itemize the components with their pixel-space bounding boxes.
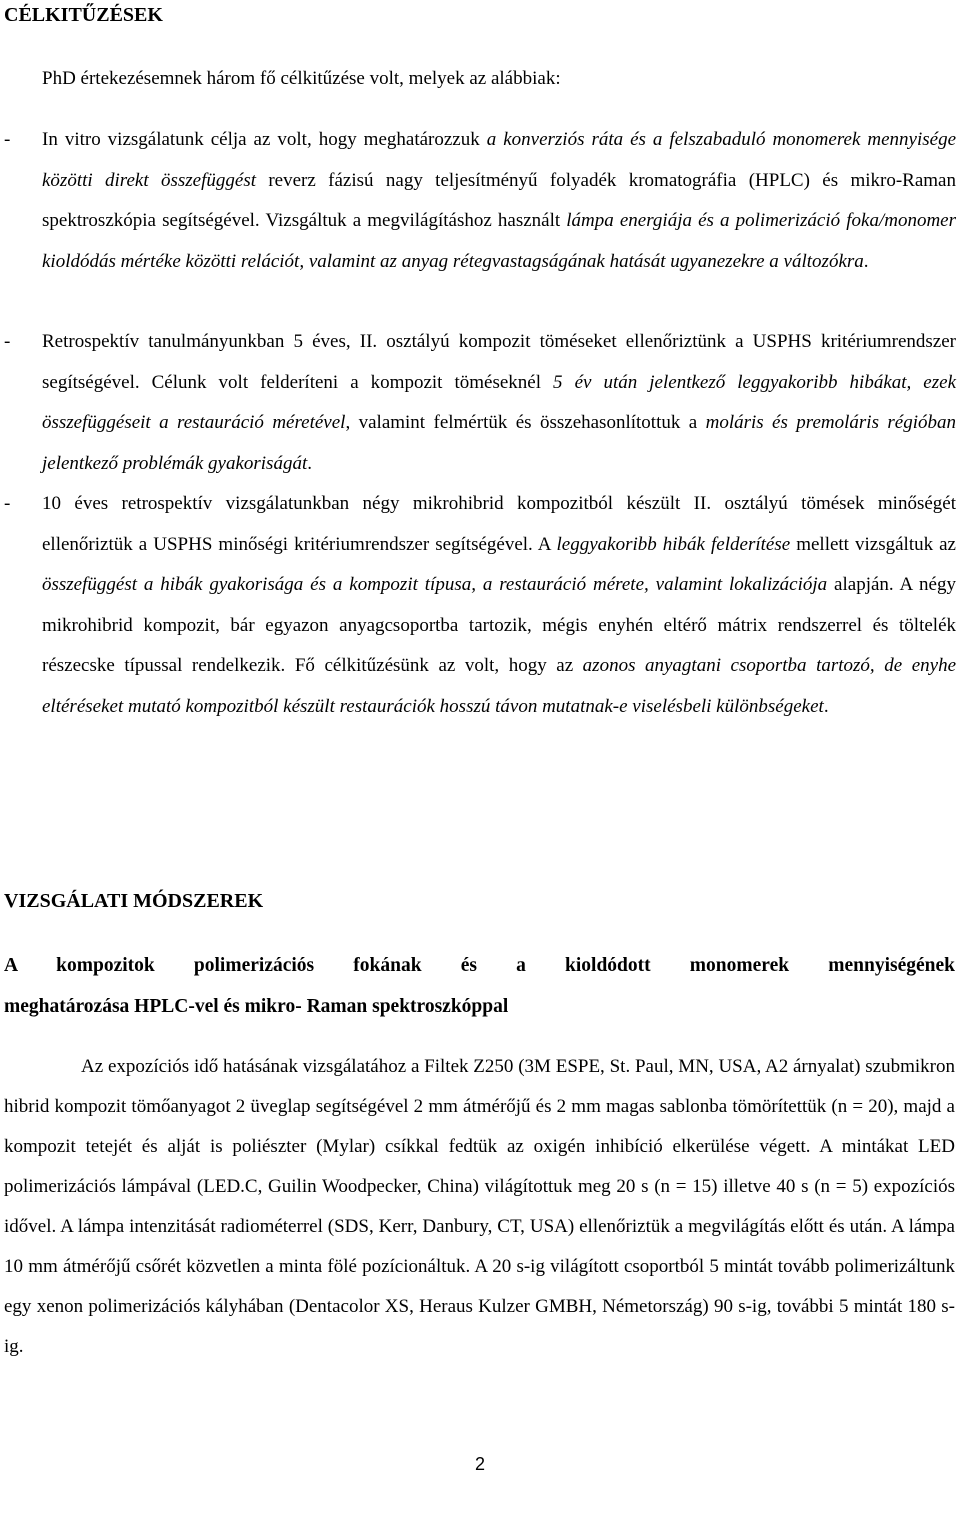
goals-intro: PhD értekezésemnek három fő célkitűzése volt, melyek az alábbiak: bbox=[42, 68, 561, 89]
goal-3-text-e: alapján. A négy mikrohibrid kompozit, bár egyazon anyagcsoportba tartozik, mégis enyhén eltérő mátrix rendszerrel és töltelék részecske típussal rendelkezik. Fő célkitűzésünk az volt, hogy az bbox=[42, 574, 956, 676]
goal-1-emphasis-d: lámpa energiája és a polimerizáció foka/monomer kioldódás mértéke közötti relációt, valamint az anyag rétegvastagságának hatását ugyanezekre a változókra bbox=[42, 210, 956, 272]
page-number: 2 bbox=[474, 1454, 485, 1474]
goal-2-emphasis-b: 5 év után jelentkező leggyakoribb hibákat, ezek összefüggéseit a restauráció méretével bbox=[42, 371, 956, 433]
goal-2-text-a: Retrospektív tanulmányunkban 5 éves, II. osztályú kompozit töméseket ellenőriztünk a USPHS kritériumrendszer segítségével. Célunk volt felderíteni a kompozit töméseknél bbox=[42, 331, 956, 393]
methods-paragraph: Az expozíciós idő hatásának vizsgálatához a Filtek Z250 (3M ESPE, St. Paul, MN, USA, A2 árnyalat) szubmikron hibrid kompozit tömőanyagot 2 üveglap segítségével 2 mm átmérőjű és 2 mm magas sablonba tömörítettük (n = 20), majd a kompozit tetejét és alját is poliészter (Mylar) csíkkal fedtük az oxigén inhibíció elkerülése végett. A mintákat LED polimerizációs lámpával (LED.C, Guilin Woodpecker, China) világítottuk meg 20 s (n = 15) illetve 40 s (n = 5) expozíciós idővel. A lámpa intenzitását radiométerrel (SDS, Kerr, Danbury, CT, USA) ellenőriztük a megvilágítás előtt és után. A lámpa 10 mm átmérőjű csőrét közvetlen a minta fölé pozícionáltuk. A 20 s-ig világított csoportból 5 mintát tovább polimerizáltunk egy xenon polimerizációs kályhában (Dentacolor XS, Heraus Kulzer GMBH, Németország) 90 s-ig, további 5 mintát 180 s-ig. bbox=[4, 1056, 955, 1357]
goal-1-emphasis-b: a konverziós ráta és a felszabaduló monomerek mennyisége közötti direkt összefüggést bbox=[42, 129, 956, 191]
goal-1-text-e: . bbox=[863, 250, 869, 272]
goal-item-1 bbox=[4, 120, 956, 282]
goal-2-text-c: , valamint felmértük és összehasonlítottuk a bbox=[345, 412, 706, 433]
bullet-dash: - bbox=[4, 331, 11, 352]
goal-3-text-g: . bbox=[823, 695, 829, 717]
goal-3-text-c: mellett vizsgáltuk az bbox=[790, 533, 956, 555]
goal-1-text-a: In vitro vizsgálatunk célja az volt, hogy meghatározzuk bbox=[42, 129, 487, 150]
methods-subheading-line-1: A kompozitok polimerizációs fokának és a kioldódott monomerek mennyiségének bbox=[4, 955, 955, 976]
goal-3-emphasis-f: azonos anyagtani csoportba tartozó, de enyhe eltéréseket mutató kompozitból készült restaurációk hosszú távon mutatnak-e viselésbeli különbségeket bbox=[42, 655, 956, 717]
methods-subheading-line-2: meghatározása HPLC-vel és mikro- Raman spektroszkóppal bbox=[4, 995, 509, 1017]
bullet-dash: - bbox=[4, 129, 11, 150]
goal-item-2 bbox=[4, 322, 956, 484]
goal-3-emphasis-b: leggyakoribb hibák felderítése bbox=[556, 533, 791, 555]
goal-2-emphasis-d: moláris és premoláris régióban jelentkező problémák gyakoriságát bbox=[42, 412, 956, 474]
goal-1-text-c: reverz fázisú nagy teljesítményű folyadék kromatográfia (HPLC) és mikro-Raman spektroszkópia segítségével. Vizsgáltuk a megvilágításhoz használt bbox=[42, 169, 956, 231]
goal-2-text-e: . bbox=[307, 452, 312, 474]
goals-heading: CÉLKITŰZÉSEK bbox=[4, 4, 163, 26]
goal-item-3 bbox=[4, 484, 956, 727]
methods-heading: VIZSGÁLATI MÓDSZEREK bbox=[4, 890, 264, 912]
bullet-dash: - bbox=[4, 493, 11, 514]
goal-3-text-a: 10 éves retrospektív vizsgálatunkban négy mikrohibrid kompozitból készült II. osztályú tömések minőségét ellenőriztük a USPHS minőségi kritériumrendszer segítségével. A bbox=[42, 493, 956, 555]
methods-subheading bbox=[4, 946, 955, 1027]
goal-3-emphasis-d: összefüggést a hibák gyakorisága és a kompozit típusa, a restauráció mérete, valamint lokalizációja bbox=[42, 574, 828, 595]
